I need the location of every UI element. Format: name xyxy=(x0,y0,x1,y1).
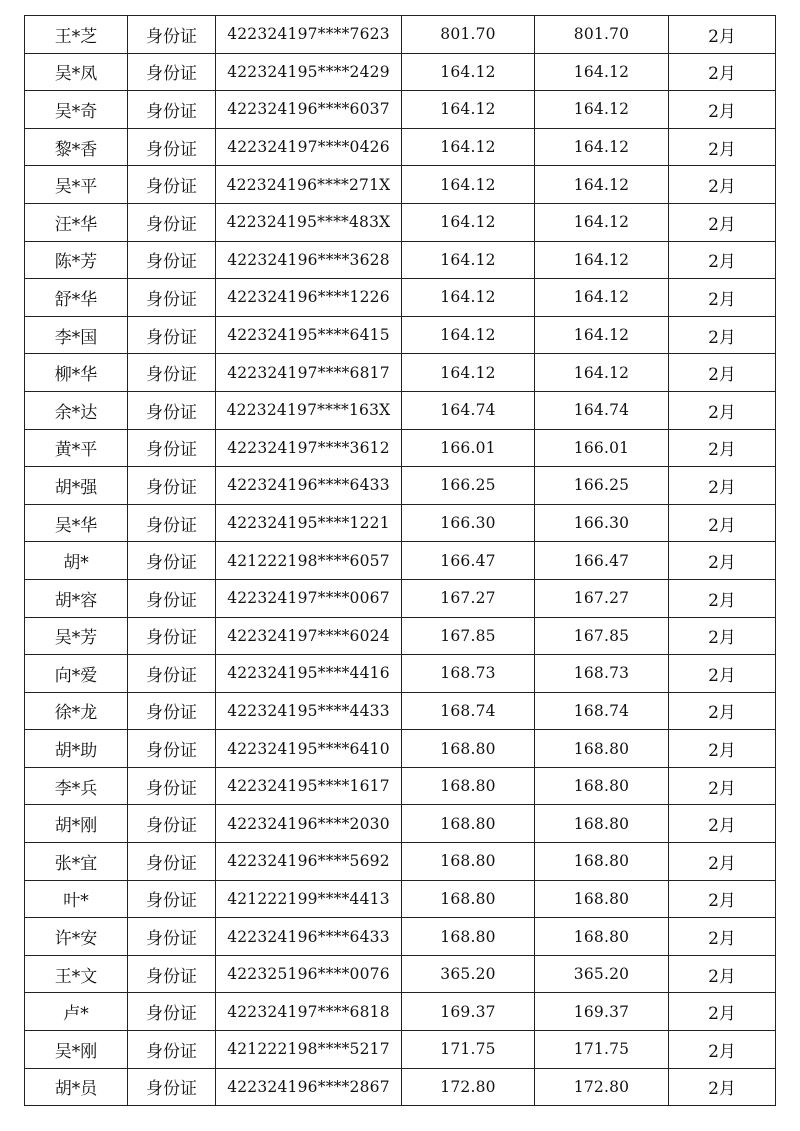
amount-cell: 166.47 xyxy=(535,542,669,580)
subsidy-table xyxy=(24,15,776,1106)
name-cell: 吴*凤 xyxy=(25,53,128,91)
amount-cell: 164.12 xyxy=(402,241,535,279)
id-type-cell: 身份证 xyxy=(128,128,216,166)
id-number-cell: 422324196****6433 xyxy=(216,918,402,956)
amount-cell: 164.12 xyxy=(402,128,535,166)
amount-cell: 171.75 xyxy=(535,1031,669,1069)
month-cell: 2月 xyxy=(669,429,776,467)
month-cell: 2月 xyxy=(669,579,776,617)
amount-cell: 164.74 xyxy=(535,391,669,429)
table-row xyxy=(25,128,776,166)
id-number-cell: 422324197****6024 xyxy=(216,617,402,655)
amount-cell: 168.80 xyxy=(535,767,669,805)
id-type-cell: 身份证 xyxy=(128,316,216,354)
id-type-cell: 身份证 xyxy=(128,91,216,129)
name-cell: 吴*刚 xyxy=(25,1031,128,1069)
table-row xyxy=(25,918,776,956)
name-cell: 李*国 xyxy=(25,316,128,354)
id-type-cell: 身份证 xyxy=(128,166,216,204)
name-cell: 黎*香 xyxy=(25,128,128,166)
amount-cell: 164.12 xyxy=(535,279,669,317)
id-number-cell: 422324197****6817 xyxy=(216,354,402,392)
id-type-cell: 身份证 xyxy=(128,504,216,542)
id-type-cell: 身份证 xyxy=(128,279,216,317)
table-row xyxy=(25,91,776,129)
amount-cell: 168.80 xyxy=(535,730,669,768)
table-row xyxy=(25,1068,776,1106)
name-cell: 王*文 xyxy=(25,955,128,993)
amount-cell: 172.80 xyxy=(535,1068,669,1106)
amount-cell: 168.73 xyxy=(535,655,669,693)
id-type-cell: 身份证 xyxy=(128,429,216,467)
amount-cell: 168.80 xyxy=(402,730,535,768)
id-number-cell: 422324195****4433 xyxy=(216,692,402,730)
amount-cell: 164.12 xyxy=(535,316,669,354)
amount-cell: 164.12 xyxy=(402,279,535,317)
amount-cell: 166.25 xyxy=(402,467,535,505)
amount-cell: 365.20 xyxy=(535,955,669,993)
amount-cell: 168.74 xyxy=(535,692,669,730)
id-number-cell: 422324195****1617 xyxy=(216,767,402,805)
amount-cell: 164.12 xyxy=(535,203,669,241)
id-type-cell: 身份证 xyxy=(128,1068,216,1106)
table-row xyxy=(25,993,776,1031)
amount-cell: 164.12 xyxy=(535,53,669,91)
id-number-cell: 422324196****5692 xyxy=(216,843,402,881)
month-cell: 2月 xyxy=(669,843,776,881)
month-cell: 2月 xyxy=(669,730,776,768)
name-cell: 余*达 xyxy=(25,391,128,429)
table-row xyxy=(25,316,776,354)
amount-cell: 167.85 xyxy=(402,617,535,655)
month-cell: 2月 xyxy=(669,203,776,241)
table-row xyxy=(25,279,776,317)
month-cell: 2月 xyxy=(669,542,776,580)
name-cell: 柳*华 xyxy=(25,354,128,392)
name-cell: 吴*华 xyxy=(25,504,128,542)
id-type-cell: 身份证 xyxy=(128,880,216,918)
month-cell: 2月 xyxy=(669,655,776,693)
amount-cell: 166.30 xyxy=(535,504,669,542)
amount-cell: 166.01 xyxy=(535,429,669,467)
table-row xyxy=(25,692,776,730)
month-cell: 2月 xyxy=(669,279,776,317)
month-cell: 2月 xyxy=(669,918,776,956)
month-cell: 2月 xyxy=(669,354,776,392)
id-number-cell: 422324196****2030 xyxy=(216,805,402,843)
amount-cell: 166.01 xyxy=(402,429,535,467)
table-row xyxy=(25,880,776,918)
amount-cell: 164.12 xyxy=(535,128,669,166)
table-row xyxy=(25,53,776,91)
name-cell: 卢* xyxy=(25,993,128,1031)
month-cell: 2月 xyxy=(669,880,776,918)
month-cell: 2月 xyxy=(669,805,776,843)
table-body xyxy=(25,16,776,1106)
table-row xyxy=(25,767,776,805)
table-row xyxy=(25,429,776,467)
month-cell: 2月 xyxy=(669,128,776,166)
amount-cell: 164.12 xyxy=(402,316,535,354)
amount-cell: 164.12 xyxy=(402,53,535,91)
id-type-cell: 身份证 xyxy=(128,805,216,843)
name-cell: 胡* xyxy=(25,542,128,580)
amount-cell: 164.12 xyxy=(402,91,535,129)
id-number-cell: 422324195****6415 xyxy=(216,316,402,354)
amount-cell: 172.80 xyxy=(402,1068,535,1106)
name-cell: 徐*龙 xyxy=(25,692,128,730)
id-type-cell: 身份证 xyxy=(128,53,216,91)
month-cell: 2月 xyxy=(669,955,776,993)
amount-cell: 169.37 xyxy=(535,993,669,1031)
id-number-cell: 422325196****0076 xyxy=(216,955,402,993)
name-cell: 王*芝 xyxy=(25,16,128,54)
table-row xyxy=(25,203,776,241)
id-number-cell: 422324197****3612 xyxy=(216,429,402,467)
name-cell: 黄*平 xyxy=(25,429,128,467)
amount-cell: 167.27 xyxy=(402,579,535,617)
amount-cell: 167.85 xyxy=(535,617,669,655)
table-row xyxy=(25,730,776,768)
amount-cell: 168.80 xyxy=(402,843,535,881)
id-number-cell: 422324197****0067 xyxy=(216,579,402,617)
month-cell: 2月 xyxy=(669,617,776,655)
id-number-cell: 422324196****2867 xyxy=(216,1068,402,1106)
id-number-cell: 422324195****483X xyxy=(216,203,402,241)
id-type-cell: 身份证 xyxy=(128,354,216,392)
id-type-cell: 身份证 xyxy=(128,655,216,693)
amount-cell: 164.12 xyxy=(535,354,669,392)
amount-cell: 168.80 xyxy=(402,767,535,805)
month-cell: 2月 xyxy=(669,504,776,542)
id-number-cell: 421222198****6057 xyxy=(216,542,402,580)
name-cell: 李*兵 xyxy=(25,767,128,805)
name-cell: 吴*平 xyxy=(25,166,128,204)
id-type-cell: 身份证 xyxy=(128,1031,216,1069)
amount-cell: 168.80 xyxy=(402,880,535,918)
amount-cell: 164.12 xyxy=(535,91,669,129)
id-type-cell: 身份证 xyxy=(128,203,216,241)
id-number-cell: 421222199****4413 xyxy=(216,880,402,918)
table-row xyxy=(25,843,776,881)
amount-cell: 168.80 xyxy=(402,918,535,956)
id-type-cell: 身份证 xyxy=(128,692,216,730)
id-type-cell: 身份证 xyxy=(128,391,216,429)
id-number-cell: 422324196****6433 xyxy=(216,467,402,505)
id-type-cell: 身份证 xyxy=(128,918,216,956)
name-cell: 张*宜 xyxy=(25,843,128,881)
id-number-cell: 422324196****1226 xyxy=(216,279,402,317)
name-cell: 胡*员 xyxy=(25,1068,128,1106)
name-cell: 胡*刚 xyxy=(25,805,128,843)
amount-cell: 166.25 xyxy=(535,467,669,505)
id-type-cell: 身份证 xyxy=(128,579,216,617)
month-cell: 2月 xyxy=(669,692,776,730)
name-cell: 吴*芳 xyxy=(25,617,128,655)
amount-cell: 168.80 xyxy=(535,918,669,956)
amount-cell: 164.12 xyxy=(535,166,669,204)
month-cell: 2月 xyxy=(669,16,776,54)
amount-cell: 167.27 xyxy=(535,579,669,617)
month-cell: 2月 xyxy=(669,91,776,129)
name-cell: 许*安 xyxy=(25,918,128,956)
id-type-cell: 身份证 xyxy=(128,617,216,655)
id-number-cell: 422324197****163X xyxy=(216,391,402,429)
id-number-cell: 422324196****271X xyxy=(216,166,402,204)
amount-cell: 168.74 xyxy=(402,692,535,730)
table-row xyxy=(25,655,776,693)
table-row xyxy=(25,617,776,655)
id-number-cell: 422324195****6410 xyxy=(216,730,402,768)
name-cell: 陈*芳 xyxy=(25,241,128,279)
amount-cell: 169.37 xyxy=(402,993,535,1031)
amount-cell: 164.74 xyxy=(402,391,535,429)
id-number-cell: 422324197****6818 xyxy=(216,993,402,1031)
id-number-cell: 422324196****3628 xyxy=(216,241,402,279)
month-cell: 2月 xyxy=(669,241,776,279)
table-row xyxy=(25,542,776,580)
table-row xyxy=(25,955,776,993)
amount-cell: 168.80 xyxy=(402,805,535,843)
table-row xyxy=(25,805,776,843)
month-cell: 2月 xyxy=(669,316,776,354)
month-cell: 2月 xyxy=(669,993,776,1031)
id-number-cell: 422324195****1221 xyxy=(216,504,402,542)
id-type-cell: 身份证 xyxy=(128,16,216,54)
amount-cell: 166.30 xyxy=(402,504,535,542)
name-cell: 胡*强 xyxy=(25,467,128,505)
id-type-cell: 身份证 xyxy=(128,542,216,580)
id-number-cell: 421222198****5217 xyxy=(216,1031,402,1069)
name-cell: 胡*助 xyxy=(25,730,128,768)
name-cell: 汪*华 xyxy=(25,203,128,241)
id-type-cell: 身份证 xyxy=(128,241,216,279)
name-cell: 叶* xyxy=(25,880,128,918)
month-cell: 2月 xyxy=(669,1068,776,1106)
amount-cell: 801.70 xyxy=(402,16,535,54)
table-row xyxy=(25,391,776,429)
amount-cell: 168.80 xyxy=(535,843,669,881)
id-number-cell: 422324197****0426 xyxy=(216,128,402,166)
id-number-cell: 422324196****6037 xyxy=(216,91,402,129)
id-number-cell: 422324197****7623 xyxy=(216,16,402,54)
amount-cell: 168.80 xyxy=(535,805,669,843)
amount-cell: 164.12 xyxy=(402,166,535,204)
amount-cell: 168.80 xyxy=(535,880,669,918)
month-cell: 2月 xyxy=(669,467,776,505)
table-row xyxy=(25,16,776,54)
table-row xyxy=(25,166,776,204)
id-number-cell: 422324195****2429 xyxy=(216,53,402,91)
month-cell: 2月 xyxy=(669,1031,776,1069)
amount-cell: 164.12 xyxy=(402,354,535,392)
id-type-cell: 身份证 xyxy=(128,955,216,993)
amount-cell: 168.73 xyxy=(402,655,535,693)
id-type-cell: 身份证 xyxy=(128,993,216,1031)
table-row xyxy=(25,504,776,542)
month-cell: 2月 xyxy=(669,53,776,91)
id-number-cell: 422324195****4416 xyxy=(216,655,402,693)
id-type-cell: 身份证 xyxy=(128,730,216,768)
amount-cell: 171.75 xyxy=(402,1031,535,1069)
name-cell: 向*爱 xyxy=(25,655,128,693)
amount-cell: 164.12 xyxy=(535,241,669,279)
month-cell: 2月 xyxy=(669,391,776,429)
amount-cell: 164.12 xyxy=(402,203,535,241)
table-row xyxy=(25,241,776,279)
month-cell: 2月 xyxy=(669,166,776,204)
name-cell: 吴*奇 xyxy=(25,91,128,129)
amount-cell: 801.70 xyxy=(535,16,669,54)
id-type-cell: 身份证 xyxy=(128,767,216,805)
table-row xyxy=(25,354,776,392)
table-row xyxy=(25,1031,776,1069)
name-cell: 胡*容 xyxy=(25,579,128,617)
id-type-cell: 身份证 xyxy=(128,843,216,881)
table-row xyxy=(25,579,776,617)
table-row xyxy=(25,467,776,505)
name-cell: 舒*华 xyxy=(25,279,128,317)
id-type-cell: 身份证 xyxy=(128,467,216,505)
month-cell: 2月 xyxy=(669,767,776,805)
amount-cell: 365.20 xyxy=(402,955,535,993)
amount-cell: 166.47 xyxy=(402,542,535,580)
